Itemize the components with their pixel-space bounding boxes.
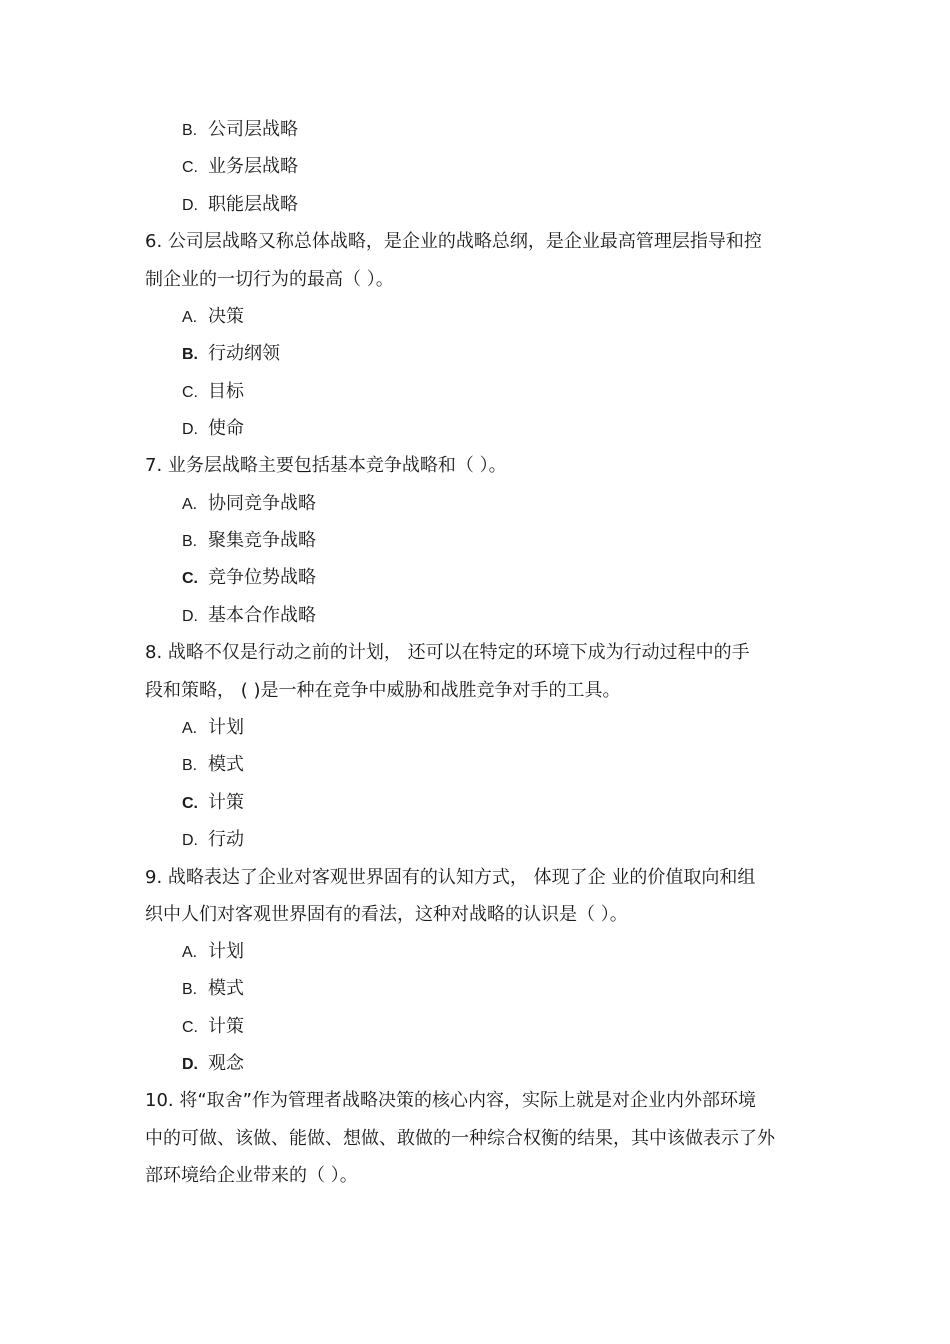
answer-option xyxy=(182,155,298,180)
answer-option xyxy=(182,305,244,330)
option-text: 目标 xyxy=(208,381,244,402)
question-text: 部环境给企业带来的（ ）。 xyxy=(145,1165,358,1186)
option-text: 计划 xyxy=(208,941,244,962)
question-text: 8. 战略不仅是行动之前的计划， 还可以在特定的环境下成为行动过程中的手 xyxy=(145,642,750,663)
option-text: 决策 xyxy=(208,306,244,327)
option-text: 模式 xyxy=(208,754,244,775)
option-text: 公司层战略 xyxy=(208,119,298,140)
option-letter: B. xyxy=(182,122,198,139)
answer-option xyxy=(182,193,298,218)
answer-option xyxy=(182,566,316,591)
option-text: 计划 xyxy=(208,717,244,738)
option-letter: B. xyxy=(182,757,198,774)
answer-option xyxy=(182,791,244,816)
option-letter: A. xyxy=(182,496,198,513)
option-text: 计策 xyxy=(208,1016,244,1037)
answer-option xyxy=(182,492,316,517)
option-text: 观念 xyxy=(208,1053,244,1074)
option-text: 模式 xyxy=(208,978,244,999)
option-text: 竞争位势战略 xyxy=(208,567,316,588)
option-letter: C. xyxy=(182,570,198,587)
answer-option xyxy=(182,1052,244,1077)
option-letter: D. xyxy=(182,421,198,438)
answer-option xyxy=(182,342,280,367)
question-text: 段和策略， ( )是一种在竞争中威胁和战胜竞争对手的工具。 xyxy=(145,680,621,701)
option-text: 基本合作战略 xyxy=(208,605,316,626)
question-text: 7. 业务层战略主要包括基本竞争战略和（ ）。 xyxy=(145,455,507,476)
option-text: 协同竞争战略 xyxy=(208,493,316,514)
answer-option xyxy=(182,380,244,405)
option-letter: D. xyxy=(182,832,198,849)
question-text: 制企业的一切行为的最高（ ）。 xyxy=(145,269,394,290)
answer-option xyxy=(182,1015,244,1040)
option-letter: D. xyxy=(182,608,198,625)
option-letter: B. xyxy=(182,981,198,998)
option-letter: B. xyxy=(182,346,198,363)
question-text: 6. 公司层战略又称总体战略，是企业的战略总纲，是企业最高管理层指导和控 xyxy=(145,231,762,252)
option-letter: D. xyxy=(182,197,198,214)
question-text: 10. 将“取舍”作为管理者战略决策的核心内容，实际上就是对企业内外部环境 xyxy=(145,1090,756,1111)
option-letter: C. xyxy=(182,795,198,812)
answer-option xyxy=(182,828,244,853)
answer-option xyxy=(182,529,316,554)
option-letter: C. xyxy=(182,384,198,401)
question-text: 9. 战略表达了企业对客观世界固有的认知方式， 体现了企 业的价值取向和组 xyxy=(145,867,756,888)
answer-option xyxy=(182,753,244,778)
option-text: 聚集竞争战略 xyxy=(208,530,316,551)
option-letter: C. xyxy=(182,1019,198,1036)
option-text: 业务层战略 xyxy=(208,156,298,177)
option-letter: D. xyxy=(182,1056,198,1073)
option-letter: B. xyxy=(182,533,198,550)
question-text: 中的可做、该做、能做、想做、敢做的一种综合权衡的结果，其中该做表示了外 xyxy=(145,1128,775,1149)
option-letter: A. xyxy=(182,309,198,326)
option-letter: C. xyxy=(182,159,198,176)
option-text: 使命 xyxy=(208,418,244,439)
answer-option xyxy=(182,940,244,965)
answer-option xyxy=(182,417,244,442)
answer-option xyxy=(182,118,298,143)
answer-option xyxy=(182,977,244,1002)
question-text: 织中人们对客观世界固有的看法，这种对战略的认识是（ ）。 xyxy=(145,904,628,925)
option-text: 计策 xyxy=(208,792,244,813)
option-letter: A. xyxy=(182,944,198,961)
answer-option xyxy=(182,604,316,629)
option-text: 行动纲领 xyxy=(208,343,280,364)
option-text: 行动 xyxy=(208,829,244,850)
option-text: 职能层战略 xyxy=(208,194,298,215)
option-letter: A. xyxy=(182,720,198,737)
answer-option xyxy=(182,716,244,741)
